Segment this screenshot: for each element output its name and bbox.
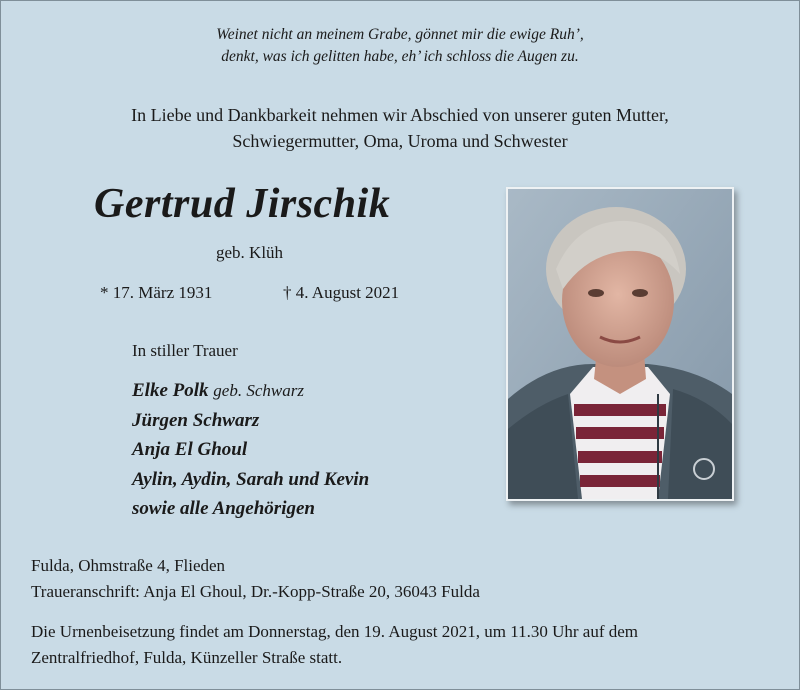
mourner-5: sowie alle Angehörigen (132, 498, 315, 519)
intro-line-2: Schwiegermutter, Oma, Uroma und Schwester (232, 131, 568, 151)
mourners-list (132, 376, 369, 524)
portrait-illustration (508, 189, 732, 499)
verse-line-2: denkt, was ich gelitten habe, eh’ ich schloss die Augen zu. (221, 48, 579, 65)
memorial-verse (0, 24, 800, 68)
address-block (31, 553, 480, 605)
mourner-1 (132, 376, 369, 406)
mourner-3: Anja El Ghoul (132, 439, 248, 460)
farewell-intro (0, 102, 800, 154)
mourner-name: Elke Polk (132, 380, 209, 401)
portrait-photo (506, 187, 734, 501)
notice-line-2: Zentralfriedhof, Fulda, Künzeller Straße statt. (31, 648, 343, 667)
mourning-heading: In stiller Trauer (132, 341, 238, 360)
mourner-note: geb. Schwarz (213, 381, 304, 400)
mourner-2: Jürgen Schwarz (132, 409, 260, 431)
locations: Fulda, Ohmstraße 4, Flieden (31, 556, 226, 575)
intro-line-1: In Liebe und Dankbarkeit nehmen wir Abschied von unserer guten Mutter, (131, 105, 669, 125)
death-date: † 4. August 2021 (283, 283, 400, 302)
notice-line-1: Die Urnenbeisetzung findet am Donnerstag, den 19. August 2021, um 11.30 Uhr auf dem (31, 622, 638, 641)
birth-date: * 17. März 1931 (100, 283, 213, 302)
born-name: geb. Klüh (216, 243, 284, 262)
verse-line-1: Weinet nicht an meinem Grabe, gönnet mir die ewige Ruh’, (216, 26, 584, 43)
deceased-name: Gertrud Jirschik (94, 181, 391, 227)
mourning-address: Traueranschrift: Anja El Ghoul, Dr.-Kopp-Straße 20, 36043 Fulda (31, 582, 480, 601)
mourner-4: Aylin, Aydin, Sarah und Kevin (132, 468, 370, 490)
burial-notice (31, 619, 781, 671)
